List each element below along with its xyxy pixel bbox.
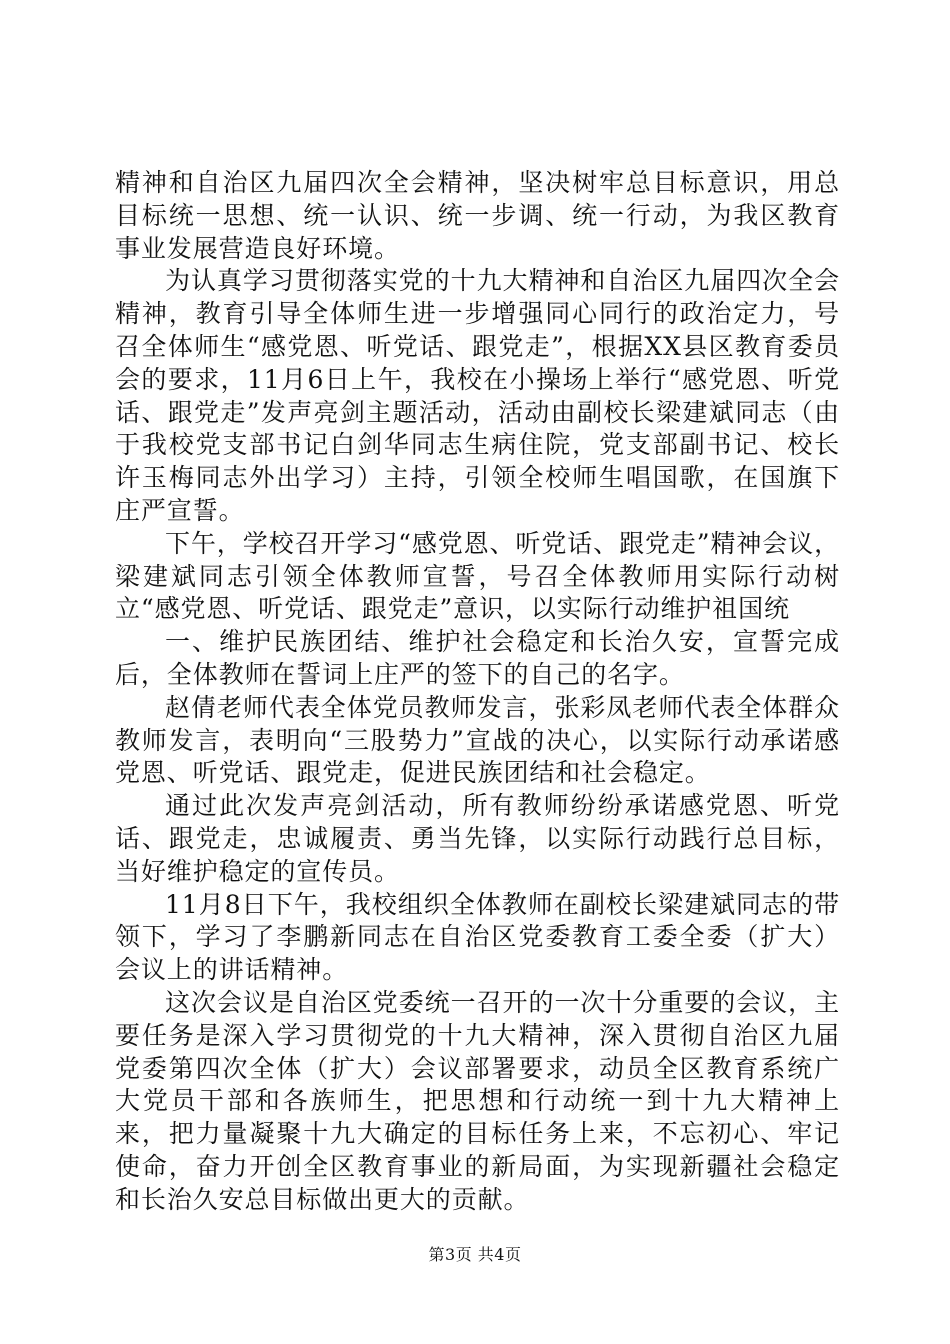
paragraph-teacher-speeches: 赵倩老师代表全体党员教师发言，张彩凤老师代表全体群众教师发言，表明向“三股势力”宣战的决心，以实际行动承诺感党恩、听党话、跟党走，促进民族团结和社会稳定。 xyxy=(115,692,840,788)
paragraph-activity-result: 通过此次发声亮剑活动，所有教师纷纷承诺感党恩、听党话、跟党走，忠诚履责、勇当先锋，以实际行动践行总目标，当好维护稳定的宣传员。 xyxy=(115,791,840,886)
page-number-footer: 第3页 共4页 xyxy=(428,1245,522,1264)
paragraph-continuation: 精神和自治区九届四次全会精神，坚决树牢总目标意识，用总目标统一思想、统一认识、统一步调、统一行动，为我区教育事业发展营造良好环境。 xyxy=(115,168,840,263)
paragraph-afternoon-meeting: 下午，学校召开学习“感党恩、听党话、跟党走”精神会议，梁建斌同志引领全体教师宣誓，号召全体教师用实际行动树立“感党恩、听党话、跟党走”意识，以实际行动维护祖国统 xyxy=(115,528,840,624)
paragraph-meeting-summary: 这次会议是自治区党委统一召开的一次十分重要的会议，主要任务是深入学习贯彻党的十九大精神，深入贯彻自治区九届党委第四次全体（扩大）会议部署要求，动员全区教育系统广大党员干部和各族师生，把思想和行动统一到十九大精神上来，把力量凝聚十九大确定的目标任务上来，不忘初心、牢记使命，奋力开创全区教育事业的新局面，为实现新疆社会稳定和长治久安总目标做出更大的贡献。 xyxy=(115,987,840,1214)
paragraph-oath-signing: 一、维护民族团结、维护社会稳定和长治久安，宣誓完成后，全体教师在誓词上庄严的签下的自己的名字。 xyxy=(115,627,840,689)
paragraph-nov8-study: 11月8日下午，我校组织全体教师在副校长梁建斌同志的带领下，学习了李鹏新同志在自治区党委教育工委全委（扩大）会议上的讲话精神。 xyxy=(115,889,840,985)
paragraph-activity-intro: 为认真学习贯彻落实党的十九大精神和自治区九届四次全会精神，教育引导全体师生进一步增强同心同行的政治定力，号召全体师生“感党恩、听党话、跟党走”，根据XX县区教育委员会的要求，11月6日上午，我校在小操场上举行“感党恩、听党话、跟党走”发声亮剑主题活动，活动由副校长梁建斌同志（由于我校党支部书记白剑华同志生病住院，党支部副书记、校长许玉梅同志外出学习）主持，引领全校师生唱国歌，在国旗下庄严宣誓。 xyxy=(115,266,840,525)
document-body xyxy=(115,167,840,1217)
